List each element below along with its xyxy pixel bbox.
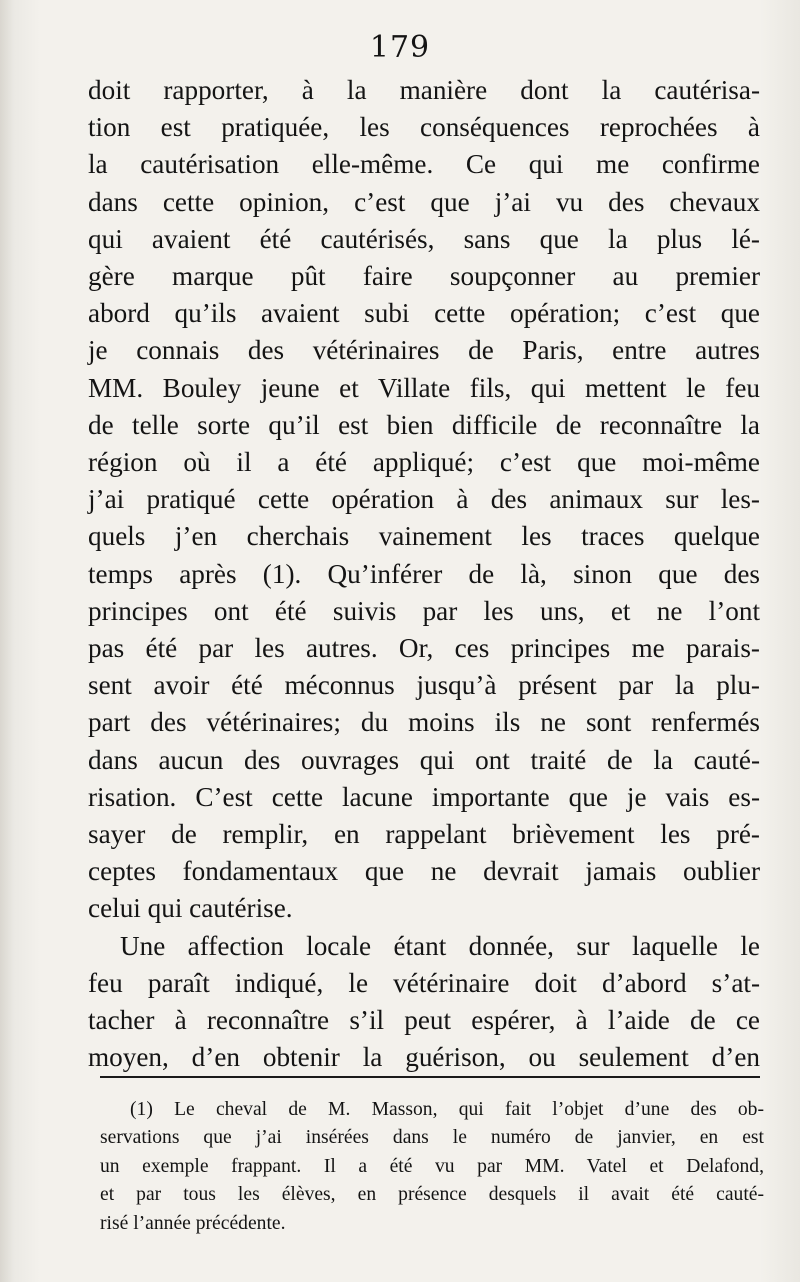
text-line: MM. Bouley jeune et Villate fils, qui mettent le feu — [88, 372, 760, 403]
footnote-line: (1) Le cheval de M. Masson, qui fait l’objet d’une des ob- — [130, 1099, 764, 1120]
paragraph-first-line: Une affection locale étant donnée, sur laquelle le — [120, 930, 760, 961]
text-line: risation. C’est cette lacune importante que je vais es- — [88, 781, 760, 812]
text-line: part des vétérinaires; du moins ils ne sont renfermés — [88, 707, 760, 738]
text-line: celui qui cautérise. — [88, 893, 293, 924]
text-line: tacher à reconnaître s’il peut espérer, à l’aide de ce — [88, 1005, 760, 1036]
text-line: gère marque pût faire soupçonner au premier — [88, 261, 760, 292]
footnote-line: servations que j’ai insérées dans le numéro de janvier, en est — [100, 1127, 764, 1149]
text-line: j’ai pratiqué cette opération à des animaux sur les- — [88, 484, 760, 515]
text-line: temps après (1). Qu’inférer de là, sinon que des — [88, 558, 760, 589]
page-number: 179 — [369, 30, 431, 65]
text-line: de telle sorte qu’il est bien difficile de reconnaître la — [88, 409, 760, 440]
text-line: je connais des vétérinaires de Paris, entre autres — [88, 335, 760, 366]
text-line: abord qu’ils avaient subi cette opération; c’est que — [88, 298, 760, 329]
text-line: pas été par les autres. Or, ces principes me parais- — [88, 633, 760, 664]
text-line: qui avaient été cautérisés, sans que la plus lé- — [88, 223, 760, 254]
text-line: dans cette opinion, c’est que j’ai vu des chevaux — [88, 186, 760, 217]
body-text — [88, 72, 760, 1076]
text-line: dans aucun des ouvrages qui ont traité de la cauté- — [88, 744, 760, 775]
text-line: feu paraît indiqué, le vétérinaire doit d’abord s’at- — [88, 967, 760, 998]
text-line: principes ont été suivis par les uns, et ne l’ont — [88, 595, 760, 626]
footnote — [100, 1096, 764, 1238]
footnote-divider — [100, 1076, 760, 1078]
text-line: quels j’en cherchais vainement les traces quelque — [88, 521, 760, 552]
text-line: sent avoir été méconnus jusqu’à présent par la plu- — [88, 670, 760, 701]
text-line: doit rapporter, à la manière dont la cautérisa- — [88, 75, 760, 105]
text-line: sayer de remplir, en rappelant brièvement les pré- — [88, 819, 760, 850]
footnote-line: un exemple frappant. Il a été vu par MM. Vatel et Delafond, — [100, 1155, 764, 1177]
text-line: ceptes fondamentaux que ne devrait jamais oublier — [88, 856, 760, 887]
text-line: moyen, d’en obtenir la guérison, ou seulement d’en — [88, 1042, 760, 1073]
text-line: région où il a été appliqué; c’est que moi-même — [88, 447, 760, 478]
text-line: tion est pratiquée, les conséquences reprochées à — [88, 112, 760, 143]
footnote-line: et par tous les élèves, en présence desquels il avait été cauté- — [100, 1184, 764, 1206]
footnote-line: risé l’année précédente. — [100, 1212, 286, 1234]
text-line: la cautérisation elle-même. Ce qui me confirme — [88, 149, 760, 180]
